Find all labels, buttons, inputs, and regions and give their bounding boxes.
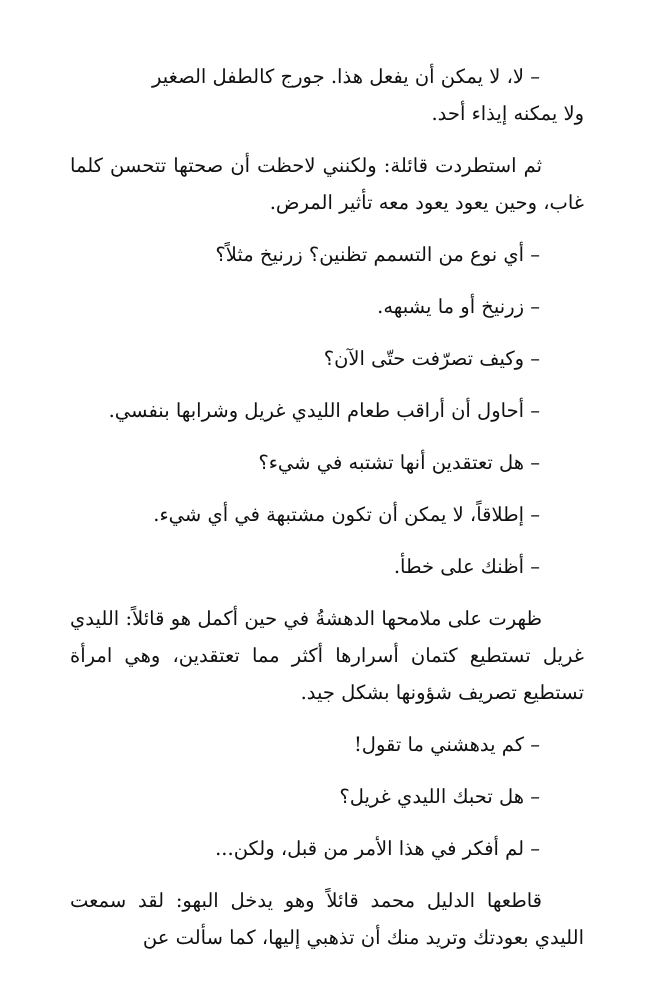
narration-paragraph-1: ثم استطردت قائلة: ولكنني لاحظت أن صحتها تتحسن كلما غاب، وحين يعود يعود معه تأثير المرض. <box>70 154 584 214</box>
dialogue-line-10: – هل تحبك الليدي غريل؟ <box>339 785 540 808</box>
narration-paragraph-3: قاطعها الدليل محمد قائلاً وهو يدخل البهو: لقد سمعت الليدي بعودتك وتريد منك أن تذهبي إليها، كما سألت عن <box>70 889 584 949</box>
dialogue-line-9: – كم يدهشني ما تقول! <box>353 733 540 756</box>
dialogue-line-1 <box>70 58 584 132</box>
dialogue-line-8: – أظنك على خطأ. <box>393 555 540 578</box>
dialogue-line-1-continuation: ولا يمكنه إيذاء أحد. <box>431 102 584 125</box>
book-page <box>70 58 584 971</box>
dialogue-line-2: – أي نوع من التسمم تظنين؟ زرنيخ مثلاً؟ <box>215 243 540 266</box>
dialogue-line-7: – إطلاقاً، لا يمكن أن تكون مشتبهة في أي شيء. <box>153 503 540 526</box>
dialogue-line-4: – وكيف تصرّفت حتّى الآن؟ <box>323 347 540 370</box>
dialogue-line-11: – لم أفكر في هذا الأمر من قبل، ولكن... <box>215 837 540 860</box>
dialogue-line-1-text: – لا، لا يمكن أن يفعل هذا. جورج كالطفل الصغير <box>152 65 540 88</box>
dialogue-line-3: – زرنيخ أو ما يشبهه. <box>377 295 540 318</box>
dialogue-line-6: – هل تعتقدين أنها تشتبه في شيء؟ <box>258 451 540 474</box>
dialogue-line-5: – أحاول أن أراقب طعام الليدي غريل وشرابها بنفسي. <box>108 399 540 422</box>
narration-paragraph-2: ظهرت على ملامحها الدهشةُ في حين أكمل هو قائلاً: الليدي غريل تستطيع كتمان أسرارها أكثر مما تعتقدين، وهي امرأة تستطيع تصريف شؤونها بشكل جيد. <box>70 607 584 704</box>
